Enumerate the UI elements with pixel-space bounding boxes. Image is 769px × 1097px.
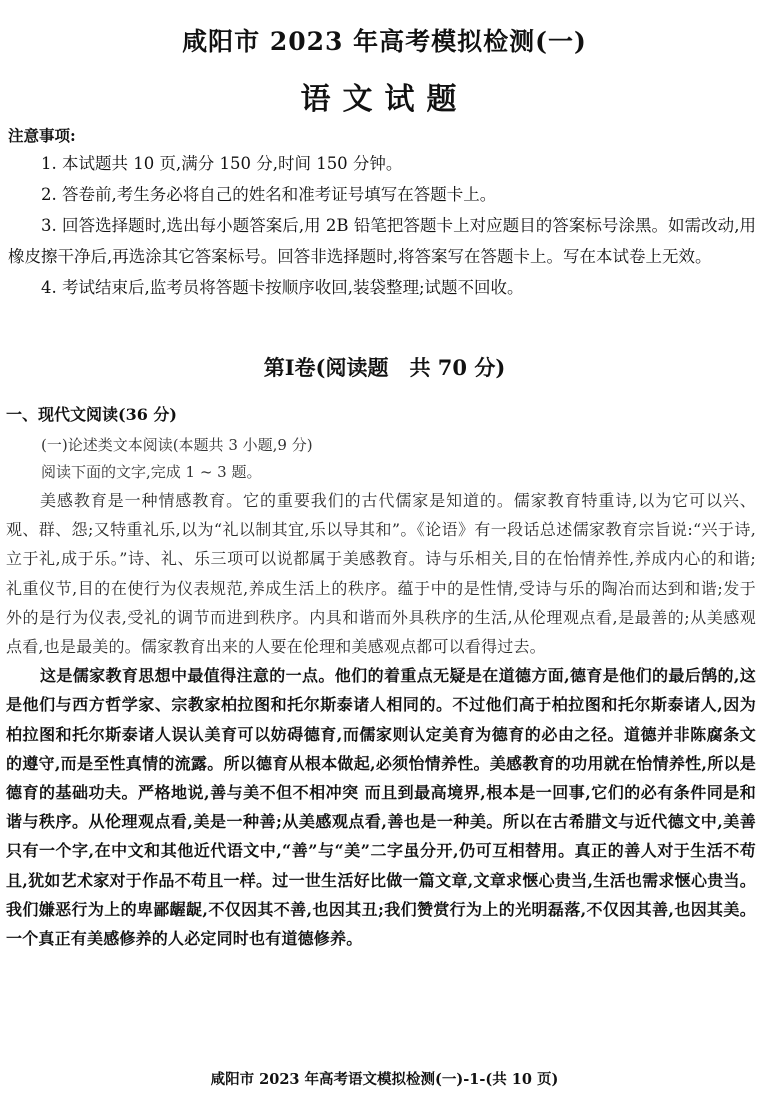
part-heading: 第Ⅰ卷(阅读题 共 70 分) xyxy=(263,355,506,380)
notice-heading: 注意事项: xyxy=(8,126,76,145)
notice-item: 2. 答卷前,考生务必将自己的姓名和准考证号填写在答题卡上。 xyxy=(41,185,497,204)
notice-item: 1. 本试题共 10 页,满分 150 分,时间 150 分钟。 xyxy=(41,154,403,173)
page-footer: 咸阳市 2023 年高考语文模拟检测(一)-1-(共 10 页) xyxy=(210,1071,559,1088)
subsection-heading: (一)论述类文本阅读(本题共 3 小题,9 分) xyxy=(41,436,313,454)
passage-paragraph: 美感教育是一种情感教育。它的重要我们的古代儒家是知道的。儒家教育特重诗,以为它可以兴、观、群、怨;又特重礼乐,以为“礼以制其宜,乐以导其和”。《论语》有一段话总述儒家教育宗旨说:“兴于诗,立于礼,成于乐。”诗、礼、乐三项可以说都属于美感教育。诗与乐相关,目的在怡情养性,养成内心的和谐;礼重仪节,目的在使行为仪表规范,养成生活上的秩序。蕴于中的是性情,受诗与乐的陶冶而达到和谐;发于外的是行为仪表,受礼的调节而进到秩序。内具和谐而外具秩序的生活,从伦理观点看,是最善的;从美感观点看,也是最美的。儒家教育出来的人要在伦理和美感观点都可以看得过去。 xyxy=(6,491,756,657)
section-heading: 一、现代文阅读(36 分) xyxy=(6,405,177,424)
notice-item: 4. 考试结束后,监考员将答题卡按顺序收回,装袋整理;试题不回收。 xyxy=(41,278,524,297)
subject-title: 语文试题 xyxy=(300,82,469,117)
reading-passage xyxy=(6,486,756,953)
exam-title: 咸阳市 2023 年高考模拟检测(一) xyxy=(182,27,587,56)
reading-instruction: 阅读下面的文字,完成 1 ~ 3 题。 xyxy=(41,463,262,481)
notice-item: 3. 回答选择题时,选出每小题答案后,用 2B 铅笔把答题卡上对应题目的答案标号涂黑。如需改动,用橡皮擦干净后,再选涂其它答案标号。回答非选择题时,将答案写在答题卡上。写在本试卷上无效。 xyxy=(8,216,756,266)
passage-paragraph: 这是儒家教育思想中最值得注意的一点。他们的着重点无疑是在道德方面,德育是他们的最后鹄的,这是他们与西方哲学家、宗教家柏拉图和托尔斯泰诸人相同的。不过他们高于柏拉图和托尔斯泰诸人,因为柏拉图和托尔斯泰诸人误认美育可以妨碍德育,而儒家则认定美育为德育的必由之径。道德并非陈腐条文的遵守,而是至性真情的流露。所以德育从根本做起,必须怡情养性。美感教育的功用就在怡情养性,所以是德育的基础功夫。严格地说,善与美不但不相冲突 而且到最高境界,根本是一回事,它们的必有条件同是和谐与秩序。从伦理观点看,美是一种善;从美感观点看,善也是一种美。所以在古希腊文与近代德文中,美善只有一个字,在中文和其他近代语文中,“善”与“美”二字虽分开,仍可互相替用。真正的善人对于生活不苟且,犹如艺术家对于作品不苟且一样。过一世生活好比做一篇文章,文章求惬心贵当,生活也需求惬心贵当。我们嫌恶行为上的卑鄙龌龊,不仅因其不善,也因其丑;我们赞赏行为上的光明磊落,不仅因其善,也因其美。一个真正有美感修养的人必定同时也有道德修养。 xyxy=(6,666,756,949)
notice-list xyxy=(8,148,756,303)
